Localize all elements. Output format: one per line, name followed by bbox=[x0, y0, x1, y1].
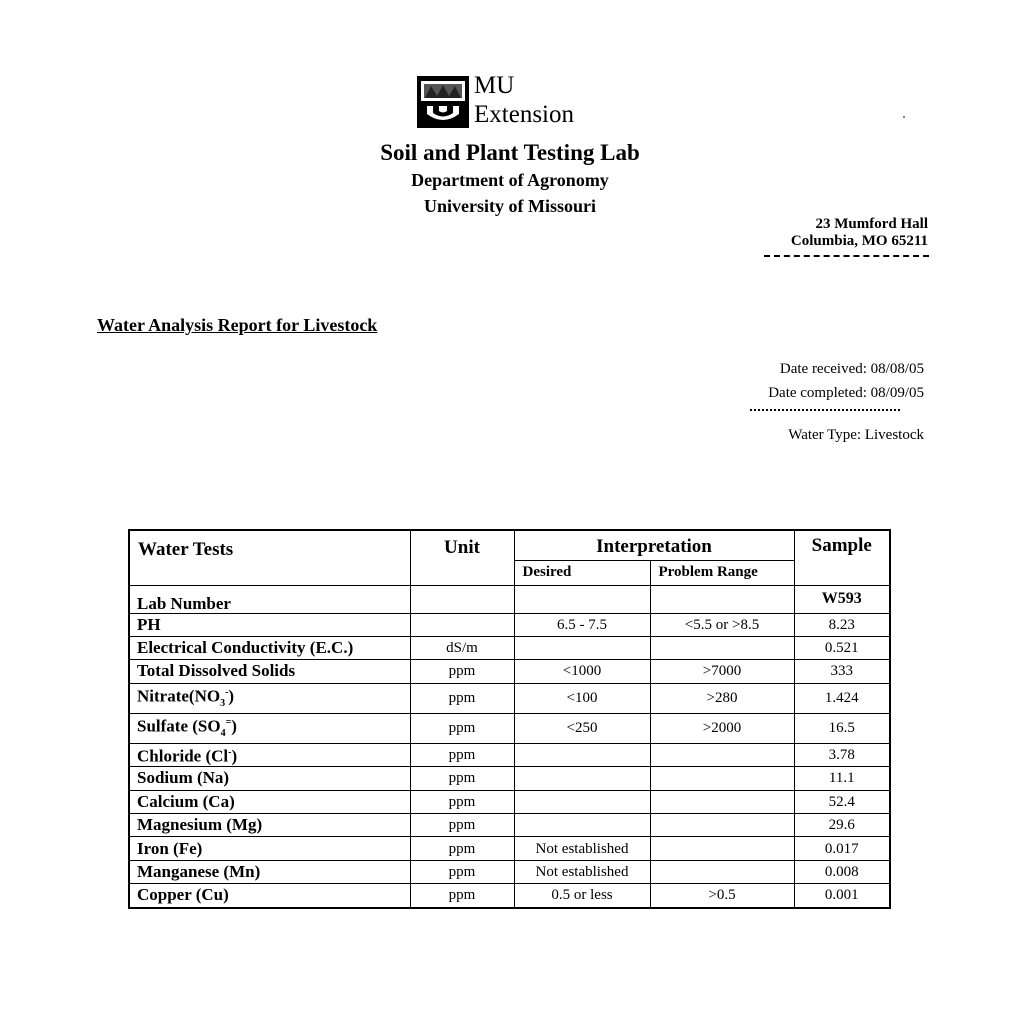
address-line-2: Columbia, MO 65211 bbox=[790, 233, 928, 249]
scan-speck bbox=[903, 116, 905, 118]
test-name: Manganese (Mn) bbox=[137, 861, 261, 881]
desired-cell: 6.5 - 7.5 bbox=[514, 613, 650, 636]
desired-cell bbox=[514, 813, 650, 836]
unit-cell: ppm bbox=[410, 660, 514, 683]
test-name: Electrical Conductivity (E.C.) bbox=[137, 638, 354, 658]
desired-cell: <250 bbox=[514, 713, 650, 743]
unit-cell: ppm bbox=[410, 743, 514, 766]
unit-cell: ppm bbox=[410, 813, 514, 836]
table-row bbox=[129, 743, 890, 766]
test-name: Sodium (Na) bbox=[137, 768, 230, 788]
desired-cell: <100 bbox=[514, 683, 650, 713]
test-name: Copper (Cu) bbox=[137, 885, 229, 905]
test-name-cell bbox=[129, 713, 410, 743]
test-name-suffix: ) bbox=[231, 716, 237, 736]
test-name: Chloride (Cl bbox=[137, 746, 229, 766]
sample-value-cell: 16.5 bbox=[794, 713, 890, 743]
header-unit: Unit bbox=[410, 530, 514, 585]
desired-cell bbox=[514, 636, 650, 659]
lab-name: Soil and Plant Testing Lab bbox=[380, 140, 640, 165]
problem-range-cell bbox=[650, 860, 794, 883]
problem-range-cell bbox=[650, 636, 794, 659]
university-name: University of Missouri bbox=[424, 196, 596, 216]
test-name-cell bbox=[129, 636, 410, 659]
test-name: Lab Number bbox=[137, 593, 231, 613]
brand-name-extension: Extension bbox=[474, 101, 574, 128]
table-row bbox=[129, 613, 890, 636]
test-name-subscript: 4 bbox=[220, 727, 226, 739]
table-row bbox=[129, 585, 890, 613]
test-name-cell bbox=[129, 613, 410, 636]
sample-value-cell: 1.424 bbox=[794, 683, 890, 713]
sample-value-cell: 333 bbox=[794, 660, 890, 683]
problem-range-cell bbox=[650, 790, 794, 813]
test-name-subscript: 3 bbox=[220, 697, 226, 709]
unit-cell: ppm bbox=[410, 713, 514, 743]
desired-cell bbox=[514, 790, 650, 813]
date-completed: Date completed: 08/09/05 bbox=[768, 385, 924, 401]
unit-cell: ppm bbox=[410, 767, 514, 790]
unit-cell bbox=[410, 585, 514, 613]
test-name-cell bbox=[129, 585, 410, 613]
test-name: PH bbox=[137, 614, 161, 634]
table-row bbox=[129, 636, 890, 659]
test-name-cell bbox=[129, 660, 410, 683]
problem-range-cell: >7000 bbox=[650, 660, 794, 683]
unit-cell: ppm bbox=[410, 837, 514, 860]
water-type: Water Type: Livestock bbox=[788, 427, 924, 443]
unit-cell: dS/m bbox=[410, 636, 514, 659]
table-row bbox=[129, 683, 890, 713]
table-row bbox=[129, 767, 890, 790]
unit-cell: ppm bbox=[410, 884, 514, 908]
test-name-superscript: = bbox=[225, 716, 232, 728]
test-name: Total Dissolved Solids bbox=[137, 661, 296, 681]
table-body bbox=[129, 585, 890, 908]
desired-cell: Not established bbox=[514, 837, 650, 860]
report-title: Water Analysis Report for Livestock bbox=[97, 315, 378, 335]
water-analysis-table bbox=[128, 529, 891, 909]
sample-value-cell: 3.78 bbox=[794, 743, 890, 766]
header-sample: Sample bbox=[794, 530, 890, 585]
test-name-superscript: - bbox=[228, 747, 232, 759]
test-name-cell bbox=[129, 813, 410, 836]
problem-range-cell bbox=[650, 837, 794, 860]
test-name-cell bbox=[129, 683, 410, 713]
header-water-tests: Water Tests bbox=[129, 530, 410, 585]
table-row bbox=[129, 837, 890, 860]
date-received: Date received: 08/08/05 bbox=[779, 361, 924, 377]
test-name-suffix: ) bbox=[228, 686, 235, 706]
problem-range-cell bbox=[650, 743, 794, 766]
unit-cell bbox=[410, 613, 514, 636]
problem-range-cell: >0.5 bbox=[650, 884, 794, 908]
sample-value-cell: 0.008 bbox=[794, 860, 890, 883]
table-row bbox=[129, 884, 890, 908]
sample-value-cell: 0.521 bbox=[794, 636, 890, 659]
sample-value-cell: 52.4 bbox=[794, 790, 890, 813]
test-name-cell bbox=[129, 837, 410, 860]
cropped-text-line bbox=[764, 254, 929, 258]
cropped-text-line bbox=[750, 408, 900, 412]
sample-value-cell: 11.1 bbox=[794, 767, 890, 790]
header-problem-range: Problem Range bbox=[650, 560, 794, 585]
sample-value-cell: W593 bbox=[794, 585, 890, 613]
department-name: Department of Agronomy bbox=[411, 170, 609, 190]
test-name-superscript: - bbox=[225, 686, 229, 698]
table-row bbox=[129, 713, 890, 743]
test-name-suffix: ) bbox=[231, 746, 238, 766]
sample-value-cell: 0.017 bbox=[794, 837, 890, 860]
unit-cell: ppm bbox=[410, 790, 514, 813]
problem-range-cell: >2000 bbox=[650, 713, 794, 743]
desired-cell: Not established bbox=[514, 860, 650, 883]
unit-cell: ppm bbox=[410, 860, 514, 883]
problem-range-cell bbox=[650, 813, 794, 836]
test-name: Nitrate(NO bbox=[137, 686, 221, 706]
sample-value-cell: 0.001 bbox=[794, 884, 890, 908]
test-name-cell bbox=[129, 743, 410, 766]
brand-name-mu: MU bbox=[474, 72, 515, 99]
desired-cell bbox=[514, 585, 650, 613]
problem-range-cell bbox=[650, 767, 794, 790]
desired-cell bbox=[514, 767, 650, 790]
table-row bbox=[129, 790, 890, 813]
unit-cell: ppm bbox=[410, 683, 514, 713]
test-name-cell bbox=[129, 790, 410, 813]
test-name: Calcium (Ca) bbox=[137, 791, 235, 811]
problem-range-cell bbox=[650, 585, 794, 613]
header-interpretation: Interpretation bbox=[514, 530, 794, 560]
table-row bbox=[129, 860, 890, 883]
desired-cell: 0.5 or less bbox=[514, 884, 650, 908]
mu-logo bbox=[417, 76, 469, 128]
test-name-cell bbox=[129, 767, 410, 790]
sample-value-cell: 29.6 bbox=[794, 813, 890, 836]
table-row bbox=[129, 813, 890, 836]
problem-range-cell: <5.5 or >8.5 bbox=[650, 613, 794, 636]
test-name: Magnesium (Mg) bbox=[137, 815, 263, 835]
desired-cell bbox=[514, 743, 650, 766]
header-desired: Desired bbox=[514, 560, 650, 585]
table-row bbox=[129, 660, 890, 683]
test-name: Sulfate (SO bbox=[137, 716, 221, 736]
address-line-1: 23 Mumford Hall bbox=[815, 216, 928, 232]
desired-cell: <1000 bbox=[514, 660, 650, 683]
test-name-cell bbox=[129, 860, 410, 883]
problem-range-cell: >280 bbox=[650, 683, 794, 713]
test-name: Iron (Fe) bbox=[137, 838, 203, 858]
test-name-cell bbox=[129, 884, 410, 908]
sample-value-cell: 8.23 bbox=[794, 613, 890, 636]
